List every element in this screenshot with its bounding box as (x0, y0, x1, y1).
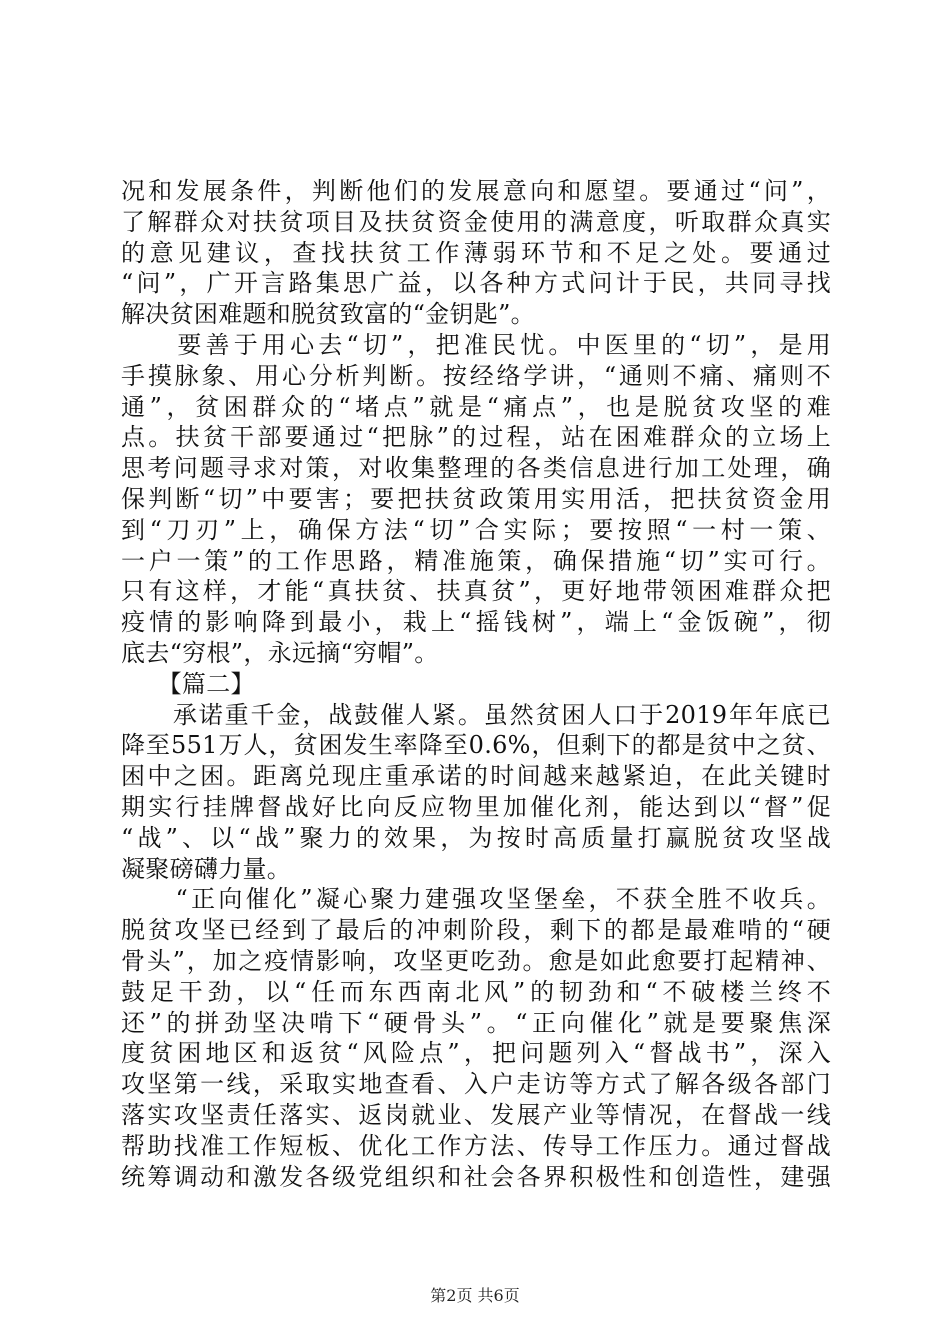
text-line: 帮助找准工作短板、优化工作方法、传导工作压力。通过督战 (121, 1131, 831, 1160)
text-line: 凝聚磅礴力量。 (121, 854, 292, 883)
text-line: 困中之困。距离兑现庄重承诺的时间越来越紧迫，在此关键时 (121, 762, 831, 791)
text-line: 保判断“切”中要害；要把扶贫政策用实用活，把扶贫资金用 (121, 484, 831, 513)
text-line: 一户一策”的工作思路，精准施策，确保措施“切”实可行。 (121, 546, 831, 575)
text-line: 度贫困地区和返贫“风险点”，把问题列入“督战书”，深入 (121, 1039, 831, 1068)
text-line: “问”，广开言路集思广益，以各种方式问计于民，共同寻找 (121, 269, 831, 298)
text-line: 了解群众对扶贫项目及扶贫资金使用的满意度，听取群众真实 (121, 207, 831, 236)
text-line: 况和发展条件，判断他们的发展意向和愿望。要通过“问”， (121, 177, 831, 205)
text-line: 思考问题寻求对策，对收集整理的各类信息进行加工处理，确 (121, 454, 831, 483)
page-footer: 第2页 共6页 (430, 1286, 520, 1305)
text-line: 解决贫困难题和脱贫致富的“金钥匙”。 (121, 300, 535, 329)
text-line: 承诺重千金，战鼓催人紧。虽然贫困人口于2019年年底已 (121, 700, 831, 729)
text-line: 手摸脉象、用心分析判断。按经络学讲，“通则不痛、痛则不 (121, 361, 831, 390)
text-line: 要善于用心去“切”，把准民忧。中医里的“切”，是用 (121, 330, 831, 359)
text-line: 点。扶贫干部要通过“把脉”的过程，站在困难群众的立场上 (121, 423, 831, 452)
text-line: “战”、以“战”聚力的效果，为按时高质量打赢脱贫攻坚战 (121, 823, 831, 852)
text-line: 通”，贫困群众的“堵点”就是“痛点”，也是脱贫攻坚的难 (121, 392, 831, 421)
text-line: 的意见建议，查找扶贫工作薄弱环节和不足之处。要通过 (121, 238, 831, 267)
text-line: 脱贫攻坚已经到了最后的冲刺阶段，剩下的都是最难啃的“硬 (121, 916, 831, 945)
body-text (121, 176, 831, 1192)
text-line: 到“刀刃”上，确保方法“切”合实际；要按照“一村一策、 (121, 515, 831, 544)
text-line: 落实攻坚责任落实、返岗就业、发展产业等情况，在督战一线 (121, 1100, 831, 1129)
text-line: 骨头”，加之疫情影响，攻坚更吃劲。愈是如此愈要打起精神、 (121, 946, 831, 975)
text-line: 只有这样，才能“真扶贫、扶真贫”，更好地带领困难群众把 (121, 577, 831, 606)
text-line: 疫情的影响降到最小，栽上“摇钱树”，端上“金饭碗”，彻 (121, 608, 831, 637)
text-line: 底去“穷根”，永远摘“穷帽”。 (121, 638, 439, 667)
text-line: 统筹调动和激发各级党组织和社会各界积极性和创造性，建强 (121, 1162, 831, 1191)
text-line: 期实行挂牌督战好比向反应物里加催化剂，能达到以“督”促 (121, 792, 831, 821)
text-line: “正向催化”凝心聚力建强攻坚堡垒，不获全胜不收兵。 (121, 885, 831, 914)
text-line: 还”的拼劲坚决啃下“硬骨头”。“正向催化”就是要聚焦深 (121, 1008, 831, 1037)
text-line: 攻坚第一线，采取实地查看、入户走访等方式了解各级各部门 (121, 1070, 831, 1099)
text-line: 降至551万人，贫困发生率降至0.6%，但剩下的都是贫中之贫、 (121, 731, 831, 760)
text-line: 【篇二】 (121, 669, 255, 698)
text-line: 鼓足干劲，以“任而东西南北风”的韧劲和“不破楼兰终不 (121, 977, 831, 1006)
